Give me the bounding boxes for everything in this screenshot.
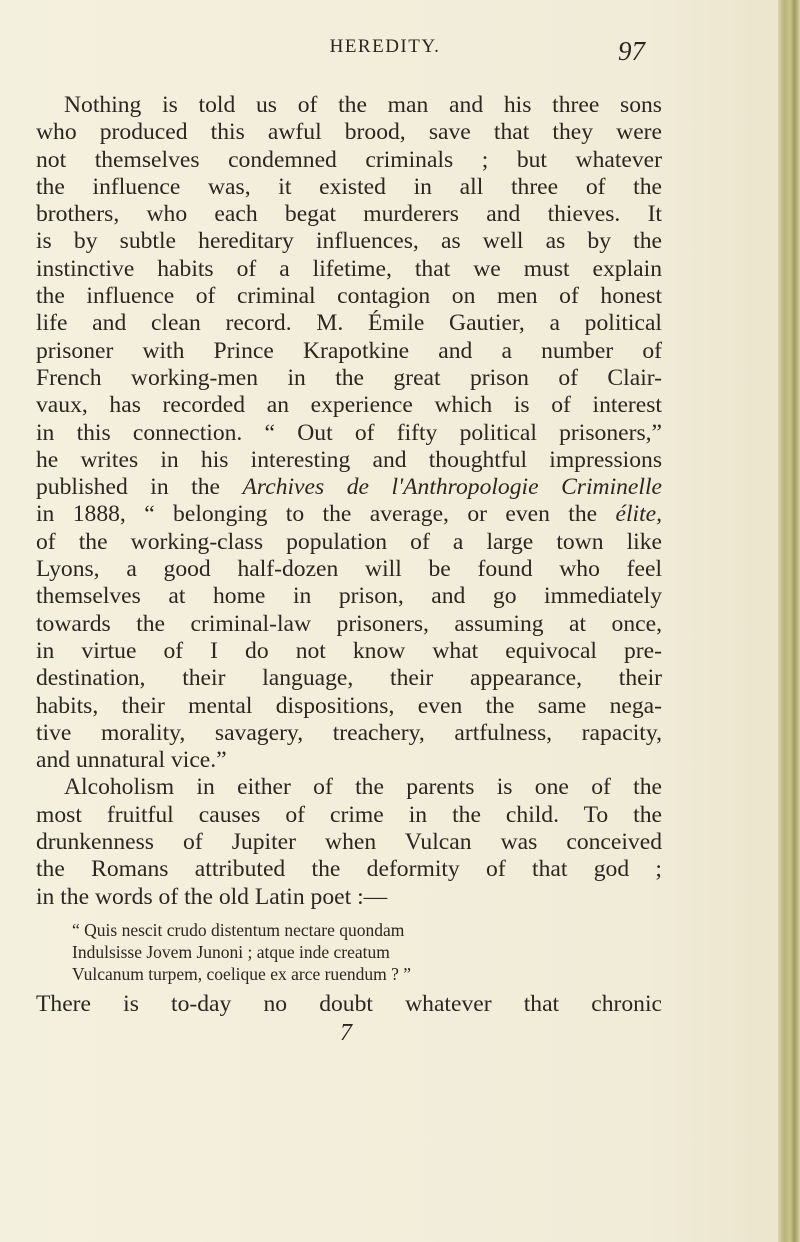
page-header	[0, 36, 800, 66]
text-line: the influence of criminal contagion on men of honest	[36, 283, 662, 310]
text-fragment: published in the	[36, 474, 243, 501]
text-line: instinctive habits of a lifetime, that we must explain	[36, 255, 662, 282]
text-line: who produced this awful brood, save that they were	[36, 119, 662, 146]
text-line: themselves at home in prison, and go immediately	[36, 583, 662, 610]
text-line	[36, 501, 662, 528]
journal-title: Archives de l'Anthropologie Criminelle	[242, 474, 662, 501]
text-line: Nothing is told us of the man and his three sons	[64, 92, 662, 118]
text-line: towards the criminal-law prisoners, assuming at once,	[36, 610, 662, 637]
text-line: vaux, has recorded an experience which is of interest	[36, 392, 662, 419]
text-line: is by subtle hereditary influences, as well as by the	[36, 228, 662, 255]
body-text	[36, 92, 662, 1048]
text-line: and unnatural vice.”	[36, 747, 227, 774]
quote-line: Vulcanum turpem, coelique ex arce ruendum ? ”	[72, 963, 412, 984]
text-line: prisoner with Prince Krapotkine and a number of	[36, 337, 662, 364]
text-line: he writes in his interesting and thoughtful impressions	[36, 446, 662, 473]
quote-line: Indulsisse Jovem Junoni ; atque inde creatum	[72, 941, 390, 962]
page-edge	[778, 0, 800, 1242]
text-line: most fruitful causes of crime in the child. To the	[36, 801, 662, 828]
text-line: French working-men in the great prison of Clair-	[36, 364, 662, 391]
running-head: HEREDITY.	[329, 36, 441, 57]
text-line: in this connection. “ Out of fifty political prisoners,”	[36, 419, 662, 446]
text-line: the Romans attributed the deformity of that god ;	[36, 856, 662, 883]
text-line	[36, 474, 662, 501]
text-line: in virtue of I do not know what equivocal pre-	[36, 637, 662, 664]
text-line: Alcoholism in either of the parents is one of the	[64, 774, 662, 801]
text-line: There is to-day no doubt whatever that chronic	[36, 990, 662, 1017]
text-line: habits, their mental dispositions, even the same nega-	[36, 692, 662, 719]
text-line: destination, their language, their appearance, their	[36, 665, 662, 692]
text-line: of the working-class population of a large town like	[36, 528, 662, 555]
text-line: the influence was, it existed in all three of the	[36, 173, 662, 200]
text-line: drunkenness of Jupiter when Vulcan was conceived	[36, 829, 662, 856]
text-line: Lyons, a good half-dozen will be found who feel	[36, 556, 662, 583]
quote-line: “ Quis nescit crudo distentum nectare quondam	[72, 919, 405, 940]
text-fragment: in 1888, “ belonging to the average, or even the	[36, 501, 616, 528]
italic-word: élite,	[615, 501, 662, 528]
page-number: 97	[618, 36, 645, 66]
text-line: tive morality, savagery, treachery, artfulness, rapacity,	[36, 719, 662, 746]
latin-quotation	[36, 919, 572, 985]
text-line: life and clean record. M. Émile Gautier, a political	[36, 310, 662, 337]
text-line: brothers, who each begat murderers and thieves. It	[36, 201, 662, 228]
text-line: not themselves condemned criminals ; but whatever	[36, 146, 662, 173]
text-line: in the words of the old Latin poet :—	[36, 883, 388, 910]
signature-mark: 7	[340, 1020, 352, 1047]
